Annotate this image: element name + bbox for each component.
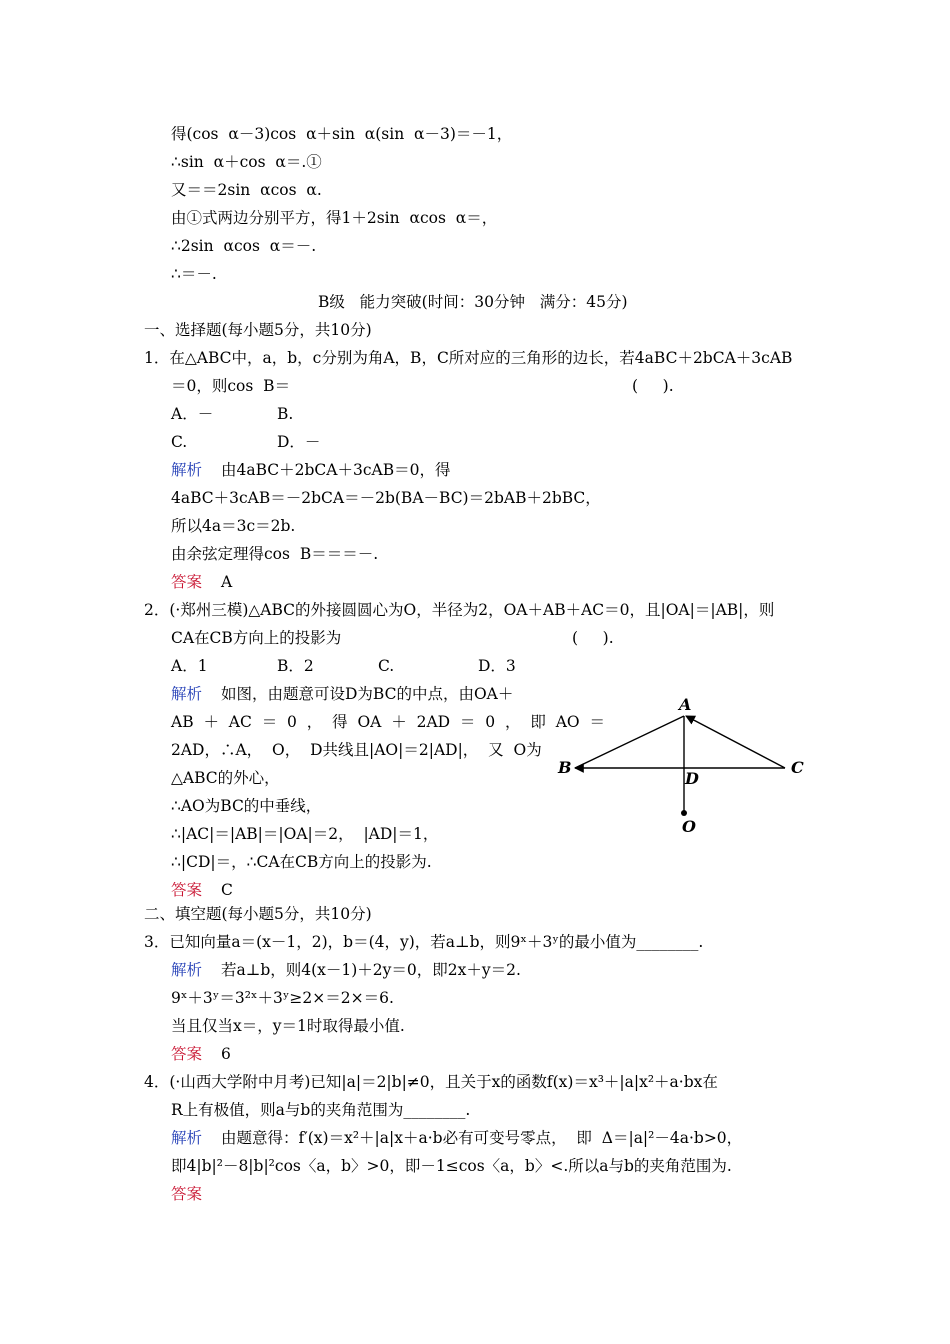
daan-label: 答案 xyxy=(171,881,203,899)
answer-value: A xyxy=(221,573,233,591)
option-a: A．－ xyxy=(171,405,214,423)
text-line: 由①式两边分别平方，得1＋2sin αcos α＝， xyxy=(171,209,498,227)
question-2-text: 2．(·郑州三模)△ABC的外接圆圆心为O，半径为2，OA＋AB＋AC＝0，且|OA|＝|AB|，则 xyxy=(144,601,775,619)
label-a: A xyxy=(679,695,692,714)
text-line: ∴sin α＋cos α＝.① xyxy=(171,153,322,171)
text-line: 得(cos α－3)cos α＋sin α(sin α－3)＝－1， xyxy=(171,125,513,143)
segment-ca xyxy=(686,716,785,768)
option-a: A．1 xyxy=(171,657,208,675)
solution-line: 由余弦定理得cos B＝＝＝－. xyxy=(171,545,379,563)
question-1-text: ＝0，则cos B＝ xyxy=(171,377,291,395)
text-line: ∴2sin αcos α＝－. xyxy=(171,237,317,255)
solution-line: ∴|AC|＝|AB|＝|OA|＝2， |AD|＝1， xyxy=(171,825,439,843)
label-o: O xyxy=(682,817,696,836)
daan-label: 答案 xyxy=(171,1045,203,1063)
jiexi-label: 解析 xyxy=(171,685,203,703)
solution-line: ∴|CD|＝，∴CA在CB方向上的投影为. xyxy=(171,853,432,871)
jiexi-label: 解析 xyxy=(171,1129,203,1147)
section-heading: B级 能力突破(时间：30分钟 满分：45分) xyxy=(318,293,628,311)
answer-value: C xyxy=(221,881,233,899)
question-1-text: 1．在△ABC中，a，b，c分别为角A，B，C所对应的三角形的边长，若4aBC＋2bCA＋3cAB xyxy=(144,349,793,367)
option-b: B．2 xyxy=(277,657,314,675)
label-b: B xyxy=(558,758,572,777)
triangle-figure xyxy=(553,692,815,838)
label-c: C xyxy=(791,758,804,777)
option-c: C. xyxy=(171,433,188,451)
option-b: B. xyxy=(277,405,294,423)
option-d: D．－ xyxy=(277,433,321,451)
option-d: D．3 xyxy=(478,657,516,675)
solution-line: 4aBC＋3cAB＝－2bCA＝－2b(BA－BC)＝2bAB＋2bBC， xyxy=(171,489,601,507)
solution-line: △ABC的外心， xyxy=(171,769,280,787)
answer-paren: ( ). xyxy=(632,377,674,395)
solution-line: 由题意得：f′(x)＝x²＋|a|x＋a·b必有可变号零点， 即 Δ＝|a|²－4a·b>0， xyxy=(221,1129,743,1147)
question-4-text: R上有极值，则a与b的夹角范围为________. xyxy=(171,1101,471,1119)
solution-line: ∴AO为BC的中垂线， xyxy=(171,797,322,815)
option-c: C. xyxy=(378,657,395,675)
answer-paren: ( ). xyxy=(572,629,614,647)
jiexi-label: 解析 xyxy=(171,461,203,479)
part-heading: 一、选择题(每小题5分，共10分) xyxy=(144,321,372,339)
daan-label: 答案 xyxy=(171,573,203,591)
solution-line: 9ˣ＋3ʸ＝3²ˣ＋3ʸ≥2×＝2×＝6. xyxy=(171,989,394,1007)
question-3-text: 3．已知向量a＝(x－1，2)，b＝(4，y)，若a⊥b，则9ˣ＋3ʸ的最小值为________. xyxy=(144,933,704,951)
solution-line: 所以4a＝3c＝2b. xyxy=(171,517,296,535)
answer-value: 6 xyxy=(221,1045,231,1063)
question-4-text: 4．(·山西大学附中月考)已知|a|＝2|b|≠0，且关于x的函数f(x)＝x³＋|a|x²＋a·bx在 xyxy=(144,1073,718,1091)
segment-ab xyxy=(575,716,684,768)
label-d: D xyxy=(685,769,699,788)
text-line: ∴＝－. xyxy=(171,265,217,283)
question-2-text: CA在CB方向上的投影为 xyxy=(171,629,342,647)
solution-line: 当且仅当x＝，y＝1时取得最小值. xyxy=(171,1017,405,1035)
daan-label: 答案 xyxy=(171,1185,203,1203)
solution-line: AB ＋ AC ＝ 0 ， 得 OA ＋ 2AD ＝ 0 ， 即 AO ＝ xyxy=(171,713,605,731)
solution-line: 如图，由题意可设D为BC的中点，由OA＋ xyxy=(221,685,514,703)
jiexi-label: 解析 xyxy=(171,961,203,979)
solution-line: 由4aBC＋2bCA＋3cAB＝0，得 xyxy=(221,461,451,479)
solution-line: 即4|b|²－8|b|²cos〈a，b〉>0，即－1≤cos〈a，b〉<.所以a与b的夹角范围为. xyxy=(171,1157,732,1175)
part-heading: 二、填空题(每小题5分，共10分) xyxy=(144,905,372,923)
point-o xyxy=(681,810,687,816)
text-line: 又＝＝2sin αcos α. xyxy=(171,181,322,199)
solution-line: 2AD，∴A， O， D共线且|AO|＝2|AD|， 又 O为 xyxy=(171,741,542,759)
solution-line: 若a⊥b，则4(x－1)＋2y＝0，即2x＋y＝2. xyxy=(221,961,521,979)
